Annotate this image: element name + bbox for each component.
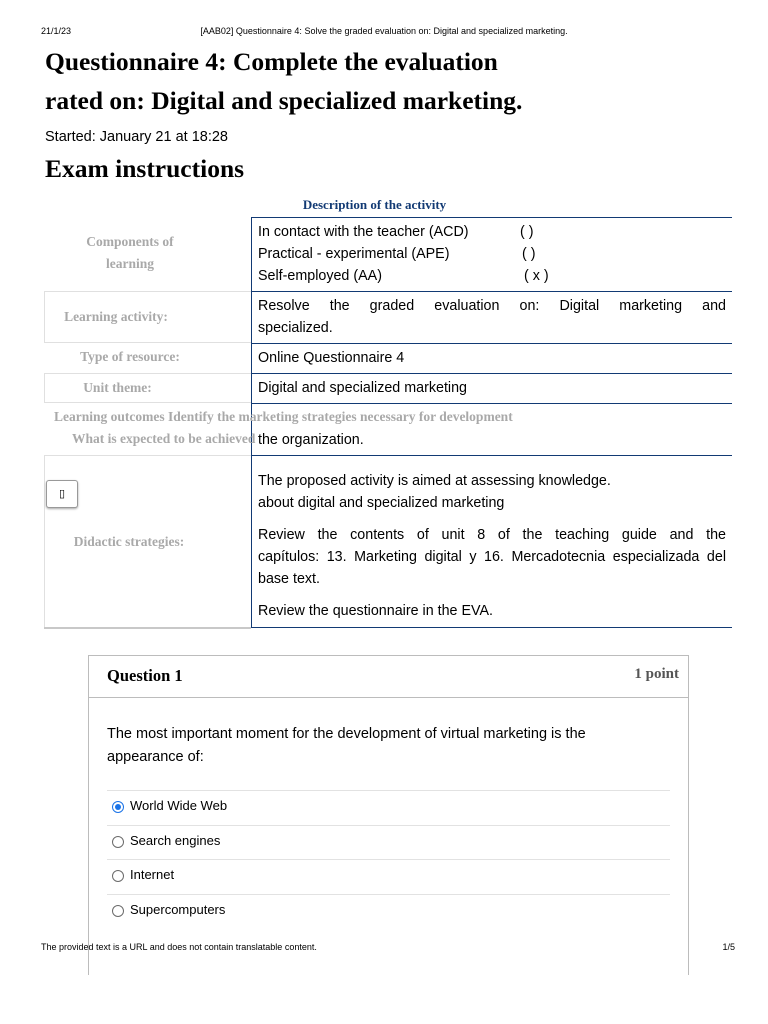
radio-button[interactable]: [112, 870, 124, 882]
components-list: [258, 221, 726, 287]
didactic-paragraph-1: The proposed activity is aimed at assessing knowledge. about digital and specialized marketing: [258, 473, 611, 511]
print-footer-note: The provided text is a URL and does not contain translatable content.: [41, 942, 317, 952]
answer-option-label[interactable]: Supercomputers: [130, 902, 226, 917]
unit-theme-value: Digital and specialized marketing: [258, 380, 468, 396]
learning-outcomes-value: the organization.: [258, 432, 364, 448]
question-points: 1 point: [634, 666, 679, 682]
print-date: 21/1/23: [41, 26, 72, 36]
row-components-value-cell: [251, 217, 732, 291]
question-header: [89, 656, 688, 698]
learning-outcomes-label-line-2: What is expected to be achieved: [72, 431, 256, 446]
component-item: In contact with the teacher (ACD) ( ): [258, 224, 534, 240]
row-resource-type: [44, 343, 732, 373]
page-title-line-2: rated on: Digital and specialized marketing.: [45, 86, 523, 115]
didactic-paragraph-3: Review the questionnaire in the EVA.: [258, 603, 493, 619]
learning-activity-value: Resolve the graded evaluation on: Digital marketing and specialized.: [258, 298, 726, 336]
answer-option-label[interactable]: Search engines: [130, 833, 221, 848]
print-page-number: 1/5: [722, 942, 735, 952]
answer-option-label[interactable]: World Wide Web: [130, 798, 228, 813]
row-didactic-strategies: [44, 455, 732, 628]
answer-option-search-engines[interactable]: [107, 825, 670, 860]
radio-button[interactable]: [112, 905, 124, 917]
learning-activity-label: Learning activity:: [64, 309, 168, 324]
resource-type-label: Type of resource:: [80, 349, 180, 364]
didactic-label-cell: [44, 455, 251, 628]
resource-value-cell: [251, 343, 732, 373]
row-components-label-cell: [44, 217, 251, 291]
didactic-paragraph-2: Review the contents of unit 8 of the teaching guide and the capítulos: 13. Marketing digital y 16. Mercadotecnia especializada del base text.: [258, 527, 726, 587]
learning-activity-value-cell: [251, 291, 732, 343]
learning-activity-label-cell: [44, 291, 251, 343]
answer-option-supercomputers[interactable]: [107, 894, 670, 929]
component-item: Self-employed (AA) ( x ): [258, 268, 549, 284]
unit-label-cell: [44, 373, 251, 403]
print-page-title: [AAB02] Questionnaire 4: Solve the graded evaluation on: Digital and specialized marketing.: [200, 26, 568, 36]
answer-option-internet[interactable]: [107, 859, 670, 894]
answer-option-world-wide-web[interactable]: [107, 790, 670, 825]
row-components: [44, 217, 732, 291]
resource-label-cell: [44, 343, 251, 373]
radio-button[interactable]: [112, 836, 124, 848]
page-title-line-1: Questionnaire 4: Complete the evaluation: [45, 47, 498, 76]
exam-instructions-heading: Exam instructions: [45, 154, 245, 183]
started-timestamp: Started: January 21 at 18:28: [45, 129, 228, 145]
components-label: Components of learning: [86, 234, 174, 271]
unit-theme-label: Unit theme:: [83, 380, 152, 395]
question-title: Question 1: [107, 666, 183, 685]
component-item: Practical - experimental (APE) ( ): [258, 246, 536, 262]
question-card: [88, 655, 689, 975]
row-learning-activity: [44, 291, 732, 343]
answer-option-label[interactable]: Internet: [130, 867, 175, 882]
page-title: [45, 42, 605, 120]
table-bottom-divider: [44, 627, 251, 629]
didactic-value-cell: [251, 455, 732, 628]
question-text: The most important moment for the development of virtual marketing is the appearance of:: [107, 726, 586, 765]
unit-value-cell: [251, 373, 732, 403]
resource-type-value: Online Questionnaire 4: [258, 350, 405, 366]
description-header: Description of the activity: [302, 197, 447, 212]
row-unit-theme: [44, 373, 732, 403]
expand-icon[interactable]: ▯: [46, 480, 78, 508]
learning-outcomes-label-line-1: Learning outcomes Identify the marketing strategies necessary for development: [54, 409, 513, 424]
radio-button-selected[interactable]: [112, 801, 124, 813]
didactic-strategies-label: Didactic strategies:: [73, 534, 185, 549]
